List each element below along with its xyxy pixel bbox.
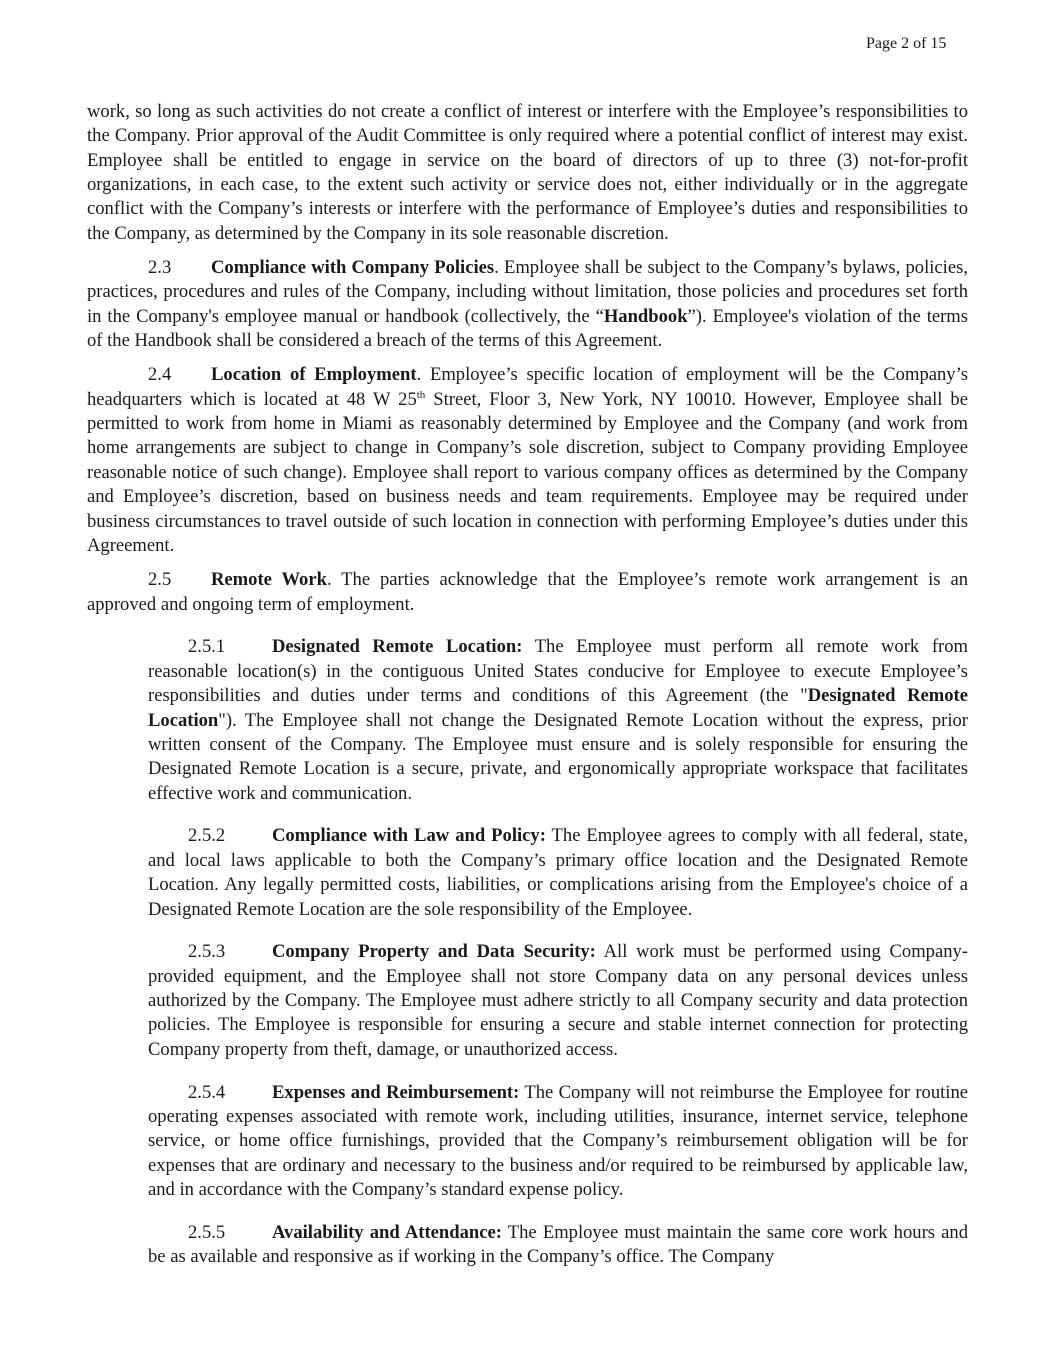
subsection-body: The Company will not reimburse the Employee for routine operating expenses associated with remote work, including utilities, insurance, internet service, telephone service, or home office furnishings, provided that the Company’s reimbursement obligation will be for expenses that are ordinary and necessary to the business and/or required to be reimbursed by applicable law, and in accordance with the Company’s standard expense policy. — [148, 1081, 968, 1201]
subsection-heading: Expenses and Reimbursement: — [272, 1081, 520, 1103]
document-body — [87, 100, 968, 1280]
subsection-heading: Designated Remote Location: — [272, 636, 523, 658]
subsection-2-5-3 — [148, 940, 968, 1062]
section-2-5 — [87, 568, 968, 617]
subsection-2-5-1 — [148, 635, 968, 805]
section-body: Street, Floor 3, New York, NY 10010. However, Employee shall be permitted to work from home in Miami as reasonably determined by Employee and the Company (and work from home arrangements are subject to change in Company’s sole discretion, subject to Company providing Employee reasonable notice of such change). Employee shall report to various company offices as determined by the Company and Employee’s discretion, based on business needs and team requirements. Employee may be required under business circumstances to travel outside of such location in connection with performing Employee’s duties under this Agreement. — [87, 388, 968, 556]
section-heading: Remote Work — [211, 569, 327, 591]
subsection-heading: Compliance with Law and Policy: — [272, 825, 546, 847]
subsection-body: "). The Employee shall not change the Designated Remote Location without the express, prior written consent of the Company. The Employee must ensure and is solely responsible for ensuring the Designated Remote Location is a secure, private, and ergonomically appropriate workspace that facilitates effective work and communication. — [148, 709, 968, 804]
defined-term: Handbook — [603, 305, 688, 327]
subsection-body: All work must be performed using Company-provided equipment, and the Employee shall not store Company data on any personal devices unless authorized by the Company. The Employee must adhere strictly to all Company security and data protection policies. The Employee is responsible for ensuring a secure and stable internet connection for protecting Company property from theft, damage, or unauthorized access. — [148, 941, 969, 1060]
subsection-number: 2.5.2 — [188, 825, 226, 847]
subsection-number: 2.5.1 — [188, 636, 226, 658]
section-body: . Employee’s specific location of employment will be the Company’s headquarters which is located at 48 W 25 — [87, 364, 968, 410]
section-body: . Employee shall be subject to the Company’s bylaws, policies, practices, procedures and rules of the Company, including without limitation, those policies and procedures set forth in the Company's employee manual or handbook (collectively, the “ — [87, 257, 968, 327]
subsection-heading: Availability and Attendance: — [272, 1222, 502, 1244]
section-2-4 — [87, 363, 968, 558]
section-number: 2.3 — [148, 257, 172, 279]
subsection-number: 2.5.3 — [188, 941, 226, 963]
defined-term: Designated Remote Location — [148, 685, 968, 731]
section-number: 2.5 — [148, 569, 172, 591]
subsection-heading: Company Property and Data Security: — [272, 941, 596, 963]
subsection-body: The Employee must perform all remote work from reasonable location(s) in the contiguous United States conducive for Employee to execute Employee’s responsibilities and duties under terms and conditions of this Agreement (the " — [148, 636, 968, 707]
subsection-2-5-5 — [148, 1221, 968, 1270]
page-number: Page 2 of 15 — [866, 35, 947, 52]
section-2-3 — [87, 256, 968, 353]
section-heading: Location of Employment — [211, 364, 417, 386]
subsection-number: 2.5.4 — [188, 1081, 226, 1103]
section-number: 2.4 — [148, 364, 172, 386]
section-body: . The parties acknowledge that the Employee’s remote work arrangement is an approved and ongoing term of employment. — [87, 569, 968, 615]
subsection-body: The Employee agrees to comply with all federal, state, and local laws applicable to both the Company’s primary office location and the Designated Remote Location. Any legally permitted costs, liabilities, or complications arising from the Employee's choice of a Designated Remote Location are the sole responsibility of the Employee. — [148, 825, 968, 920]
section-heading: Compliance with Company Policies — [211, 257, 495, 279]
intro-paragraph: work, so long as such activities do not create a conflict of interest or interfere with the Employee’s responsibilities to the Company. Prior approval of the Audit Committee is only required where a potential conflict of interest may exist. Employee shall be entitled to engage in service on the board of directors of up to three (3) not-for-profit organizations, in each case, to the extent such activity or service does not, either individually or in the aggregate conflict with the Company’s interests or interfere with the performance of Employee’s duties and responsibilities to the Company, as determined by the Company in its sole reasonable discretion. — [87, 101, 968, 244]
ordinal-superscript: th — [416, 388, 426, 401]
subsection-2-5-2 — [148, 824, 968, 921]
section-body: ”). Employee's violation of the terms of the Handbook shall be considered a breach of the terms of this Agreement. — [87, 305, 968, 352]
subsection-2-5-4 — [148, 1081, 968, 1203]
subsection-body: The Employee must maintain the same core work hours and be as available and responsive as if working in the Company’s office. The Company — [148, 1222, 968, 1268]
subsection-number: 2.5.5 — [188, 1222, 226, 1244]
